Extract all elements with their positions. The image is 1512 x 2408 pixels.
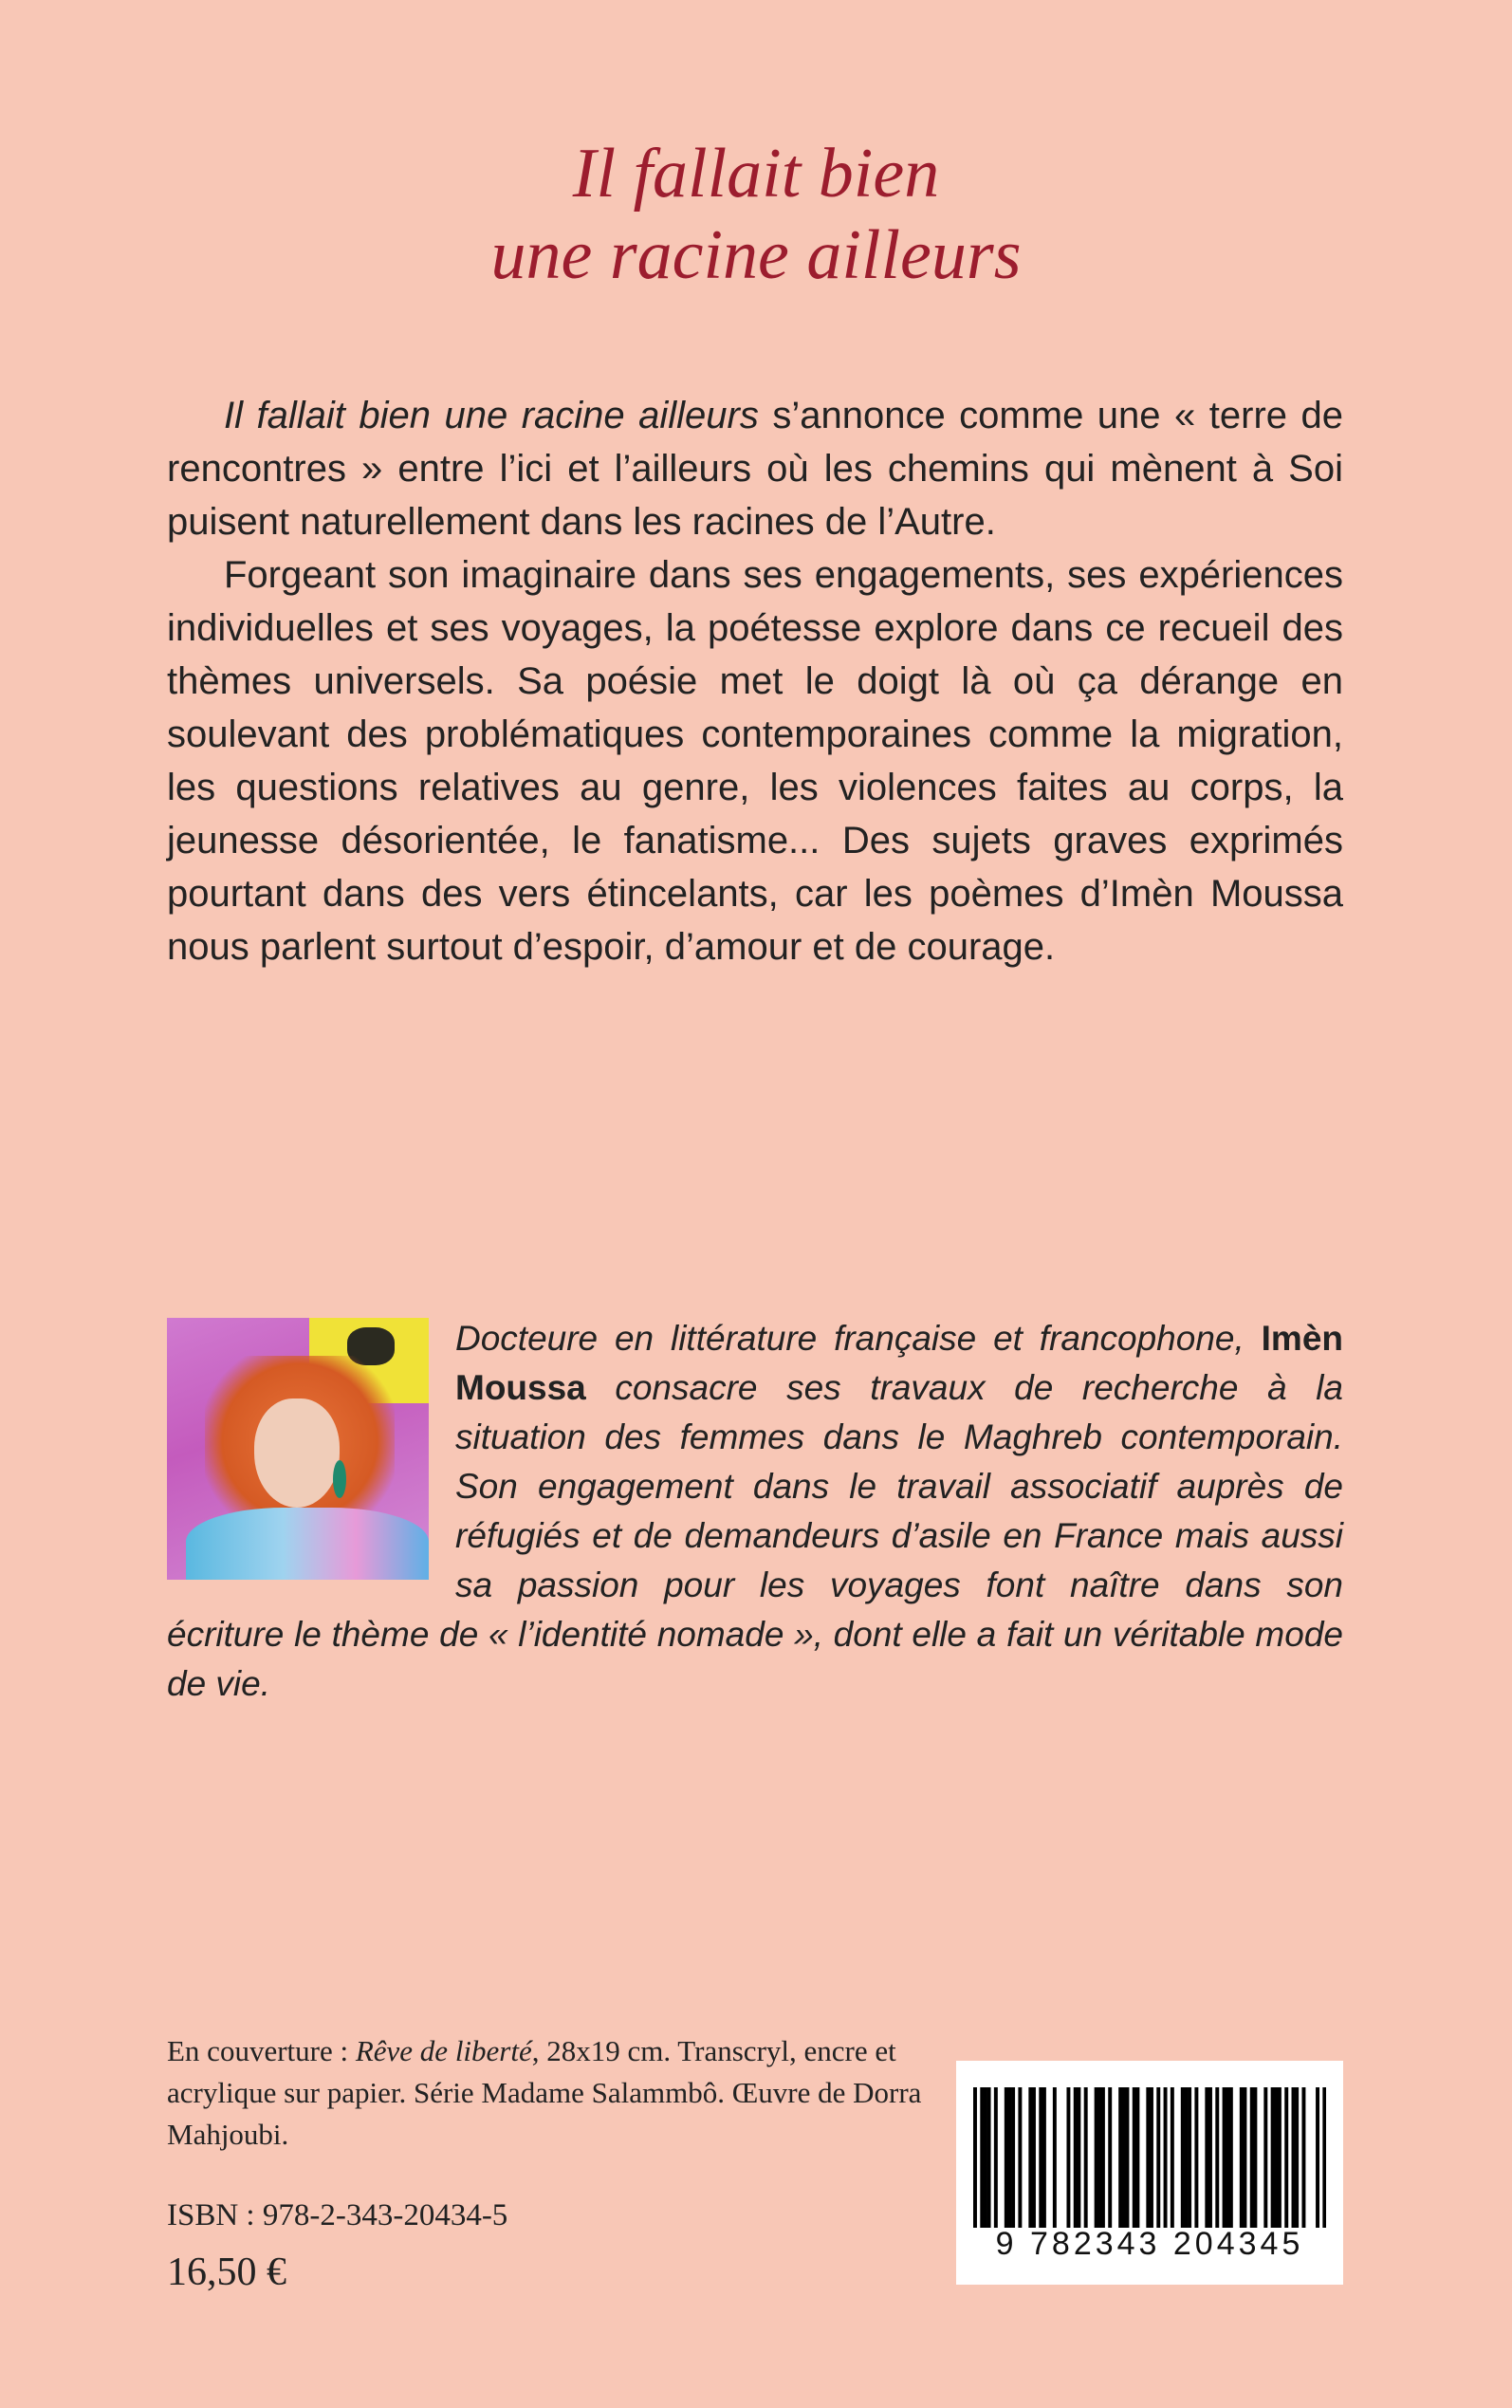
barcode-bar bbox=[1229, 2087, 1233, 2228]
barcode-bar bbox=[1171, 2087, 1174, 2228]
barcode-bar bbox=[1097, 2087, 1101, 2228]
book-title bbox=[0, 133, 1512, 296]
barcode-bar bbox=[1095, 2087, 1098, 2228]
barcode-bar bbox=[1184, 2087, 1188, 2228]
barcode-bar bbox=[1032, 2087, 1036, 2228]
barcode-bar bbox=[1150, 2087, 1153, 2228]
barcode-bar bbox=[987, 2087, 991, 2228]
barcode-bar bbox=[1243, 2087, 1246, 2228]
barcode-bar bbox=[1316, 2087, 1319, 2228]
credit-text: , 28x19 cm. Transcryl, encre et acrylique sur papier. Série Madame Salammbô. Œuvre de Dorra Mahjoubi. bbox=[167, 2034, 922, 2151]
barcode bbox=[956, 2061, 1343, 2285]
cover-credit bbox=[167, 2030, 926, 2156]
barcode-bar bbox=[1164, 2087, 1168, 2228]
barcode-bar bbox=[1194, 2087, 1198, 2228]
barcode-bar bbox=[1156, 2087, 1160, 2228]
author-bio bbox=[167, 1314, 1343, 1709]
barcode-bar bbox=[1274, 2087, 1278, 2228]
barcode-bar bbox=[1226, 2087, 1229, 2228]
barcode-bar bbox=[1077, 2087, 1080, 2228]
barcode-bar bbox=[984, 2087, 987, 2228]
barcode-bar bbox=[1263, 2087, 1267, 2228]
price: 16,50 € bbox=[167, 2251, 286, 2294]
barcode-bar bbox=[1028, 2087, 1032, 2228]
barcode-digits: 9 782343 204345 bbox=[995, 2226, 1304, 2262]
barcode-bar bbox=[980, 2087, 984, 2228]
blurb-book-title: Il fallait bien une racine ailleurs bbox=[224, 395, 759, 436]
barcode-bar bbox=[1135, 2087, 1139, 2228]
barcode-bar bbox=[1101, 2087, 1105, 2228]
barcode-bar bbox=[1253, 2087, 1257, 2228]
barcode-bar bbox=[1208, 2087, 1212, 2228]
barcode-bar bbox=[1122, 2087, 1126, 2228]
barcode-bar bbox=[994, 2087, 998, 2228]
barcode-bar bbox=[1322, 2087, 1326, 2228]
barcode-bar bbox=[1084, 2087, 1088, 2228]
barcode-bar bbox=[1118, 2087, 1122, 2228]
blurb bbox=[167, 389, 1343, 973]
barcode-bar bbox=[1108, 2087, 1112, 2228]
barcode-bars bbox=[973, 2087, 1326, 2228]
barcode-bar bbox=[1011, 2087, 1015, 2228]
barcode-bar bbox=[1223, 2087, 1226, 2228]
barcode-bar bbox=[1292, 2087, 1296, 2228]
blurb-p1-text: s’annonce comme une « terre de rencontres » entre l’ici et l’ailleurs où les chemins qui mènent à Soi puisent naturellement dans les racines de l’Autre. bbox=[167, 395, 1343, 543]
credit-prefix: En couverture : bbox=[167, 2034, 356, 2067]
credit-artwork: Rêve de liberté bbox=[355, 2034, 532, 2067]
barcode-bar bbox=[1240, 2087, 1244, 2228]
barcode-bar bbox=[1181, 2087, 1185, 2228]
barcode-bar bbox=[1053, 2087, 1057, 2228]
author-name: Imèn Moussa bbox=[455, 1319, 1343, 1407]
barcode-bar bbox=[1007, 2087, 1011, 2228]
bio-text: consacre ses travaux de recherche à la situation des femmes dans le Maghreb contemporain. Son engagement dans le travail associatif auprès de réfugiés et de demandeurs d’asile en France mais aussi sa passion pour les voyages font naître dans son écriture le thème de « l’identité nomade », dont elle a fait un véritable mode de vie. bbox=[167, 1368, 1343, 1703]
barcode-bar bbox=[1146, 2087, 1150, 2228]
barcode-bar bbox=[1295, 2087, 1299, 2228]
barcode-bar bbox=[1133, 2087, 1136, 2228]
blurb-paragraph-1 bbox=[167, 389, 1343, 548]
bio-intro: Docteure en littérature française et francophone, bbox=[455, 1319, 1262, 1358]
barcode-bar bbox=[1215, 2087, 1219, 2228]
barcode-bar bbox=[1271, 2087, 1275, 2228]
barcode-bar bbox=[1018, 2087, 1022, 2228]
barcode-bar bbox=[1125, 2087, 1129, 2228]
author-photo bbox=[167, 1318, 429, 1580]
barcode-bar bbox=[1005, 2087, 1008, 2228]
barcode-bar bbox=[1250, 2087, 1254, 2228]
barcode-bar bbox=[1074, 2087, 1078, 2228]
barcode-bar bbox=[1205, 2087, 1208, 2228]
barcode-bar bbox=[973, 2087, 977, 2228]
barcode-bar bbox=[1039, 2087, 1042, 2228]
title-line-1: Il fallait bien bbox=[572, 135, 940, 213]
barcode-bar bbox=[1278, 2087, 1282, 2228]
title-line-2: une racine ailleurs bbox=[490, 216, 1022, 294]
blurb-paragraph-2: Forgeant son imaginaire dans ses engagements, ses expériences individuelles et ses voyages, la poétesse explore dans ce recueil des thèmes universels. Sa poésie met le doigt là où ça dérange en soulevant des problématiques contemporaines comme la migration, les questions relatives au genre, les violences faites au corps, la jeunesse désorientée, le fanatisme... Des sujets graves exprimés pourtant dans des vers étincelants, car les poèmes d’Imèn Moussa nous parlent surtout d’espoir, d’amour et de courage. bbox=[167, 554, 1343, 968]
isbn: ISBN : 978-2-343-20434-5 bbox=[167, 2198, 508, 2232]
barcode-bar bbox=[1301, 2087, 1305, 2228]
barcode-bar bbox=[1042, 2087, 1046, 2228]
barcode-bar bbox=[1188, 2087, 1191, 2228]
barcode-bar bbox=[1284, 2087, 1288, 2228]
barcode-bar bbox=[1066, 2087, 1070, 2228]
